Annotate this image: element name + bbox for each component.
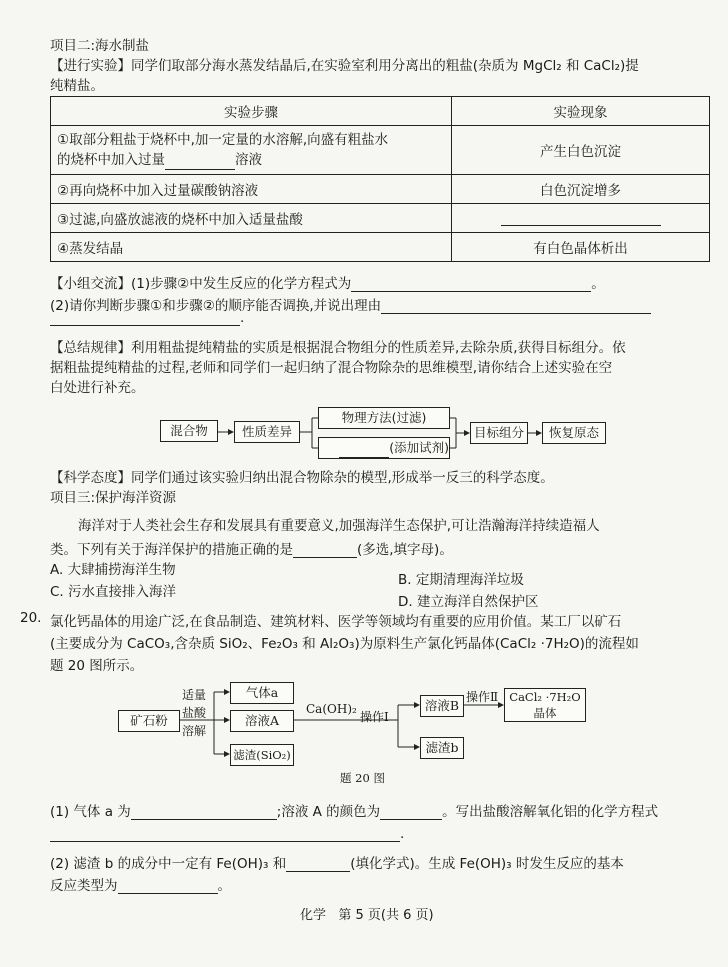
step2: ②再向烧杯中加入过量碳酸钠溶液 [51, 175, 452, 204]
answer-blank[interactable] [131, 819, 277, 820]
flow-residue-sio2: 滤渣(SiO₂) [230, 744, 294, 766]
flow-acid-3: 溶解 [182, 724, 207, 738]
header-results: 实验现象 [452, 97, 710, 126]
q20-sub2-c: 反应类型为 [50, 878, 118, 894]
summary-line3: 白处进行补充。 [50, 380, 145, 396]
step4-result: 有白色晶体析出 [452, 233, 710, 262]
flow-acid-1: 适量 [182, 688, 207, 702]
step2-result: 白色沉淀增多 [452, 175, 710, 204]
option-b: B. 定期清理海洋垃圾 [398, 572, 524, 588]
q20-sub1-a: (1) 气体 a 为 [50, 804, 131, 820]
model-target: 目标组分 [470, 422, 528, 444]
summary-line1: 【总结规律】利用粗盐提纯精盐的实质是根据混合物组分的性质差异,去除杂质,获得目标组分。依 [50, 340, 626, 356]
project2-title: 项目二:海水制盐 [50, 38, 150, 54]
flow-solution-b: 溶液B [420, 695, 464, 717]
step1-a: ①取部分粗盐于烧杯中,加一定量的水溶解,向盛有粗盐水 [57, 132, 389, 148]
step4: ④蒸发结晶 [51, 233, 452, 262]
attitude: 【科学态度】同学们通过该实验归纳出混合物除杂的模型,形成举一反三的科学态度。 [50, 470, 554, 486]
project3-para2: 类。下列有关于海洋保护的措施正确的是 [50, 542, 293, 558]
model-reagent: (添加试剂) [389, 440, 449, 455]
project3-title: 项目三:保护海洋资源 [50, 490, 177, 506]
flow-operation-1: 操作Ⅰ [360, 710, 389, 724]
flow-operation-2: 操作Ⅱ [466, 690, 499, 704]
question-1: 【小组交流】(1)步骤②中发生反应的化学方程式为 [50, 276, 352, 292]
intro-line2: 纯精盐。 [50, 78, 104, 94]
answer-blank[interactable] [380, 819, 442, 820]
model-physical-method: 物理方法(过滤) [318, 407, 450, 429]
flow-residue-b: 滤渣b [420, 737, 464, 759]
model-restore: 恢复原态 [542, 422, 606, 444]
model-mixture: 混合物 [160, 420, 218, 442]
q20-line3: 题 20 图所示。 [50, 658, 144, 674]
step3: ③过滤,向盛放滤液的烧杯中加入适量盐酸 [51, 204, 452, 233]
flow-product-formula: CaCl₂ ·7H₂O [509, 690, 581, 704]
q20-sub1-b: ;溶液 A 的颜色为 [276, 804, 381, 820]
answer-blank[interactable] [50, 841, 400, 842]
project3-para1: 海洋对于人类社会生存和发展具有重要意义,加强海洋生态保护,可让浩瀚海洋持续造福人 [78, 518, 600, 534]
q20-number: 20. [20, 610, 42, 626]
q20-sub1-c: 。写出盐酸溶解氧化铝的化学方程式 [442, 804, 659, 820]
flow-reagent-caoh2: Ca(OH)₂ [306, 702, 357, 716]
answer-blank[interactable] [118, 893, 218, 894]
intro-line1: 【进行实验】同学们取部分海水蒸发结晶后,在实验室利用分离出的粗盐(杂质为 MgCl₂ 和 CaCl₂)提 [50, 58, 639, 74]
flow-acid-2: 盐酸 [182, 706, 207, 720]
header-steps: 实验步骤 [51, 97, 452, 126]
page-footer: 化学 第 5 页(共 6 页) [300, 908, 434, 923]
option-c: C. 污水直接排入海洋 [50, 584, 177, 600]
answer-blank[interactable] [286, 871, 350, 872]
flow-product-label: 晶体 [533, 706, 557, 720]
figure-caption: 题 20 图 [340, 771, 385, 785]
q20-sub2-a: (2) 滤渣 b 的成分中一定有 Fe(OH)₃ 和 [50, 856, 287, 872]
flow-solution-a: 溶液A [230, 710, 294, 732]
step1-b-pre: 的烧杯中加入过量 [57, 152, 165, 168]
q20-line1: 氯化钙晶体的用途广泛,在食品制造、建筑材料、医学等领域均有重要的应用价值。某工厂以矿石 [50, 614, 622, 630]
flow-gas-a: 气体a [230, 682, 294, 704]
step1-result: 产生白色沉淀 [452, 126, 710, 175]
option-d: D. 建立海洋自然保护区 [398, 594, 539, 610]
flow-product [504, 688, 586, 722]
q20-sub2-b: (填化学式)。生成 Fe(OH)₃ 时发生反应的基本 [350, 856, 624, 872]
question-2: (2)请你判断步骤①和步骤②的顺序能否调换,并说出理由 [50, 298, 382, 314]
step1-b-post: 溶液 [235, 152, 262, 168]
q20-line2: (主要成分为 CaCO₃,含杂质 SiO₂、Fe₂O₃ 和 Al₂O₃)为原料生产氯化钙晶体(CaCl₂ ·7H₂O)的流程如 [50, 636, 639, 652]
summary-line2: 据粗盐提纯精盐的过程,老师和同学们一起归纳了混合物除杂的思维模型,请你结合上述实验在空 [50, 360, 613, 376]
option-a: A. 大肆捕捞海洋生物 [50, 562, 176, 578]
flow-ore: 矿石粉 [118, 710, 180, 732]
model-property-difference: 性质差异 [234, 421, 300, 443]
